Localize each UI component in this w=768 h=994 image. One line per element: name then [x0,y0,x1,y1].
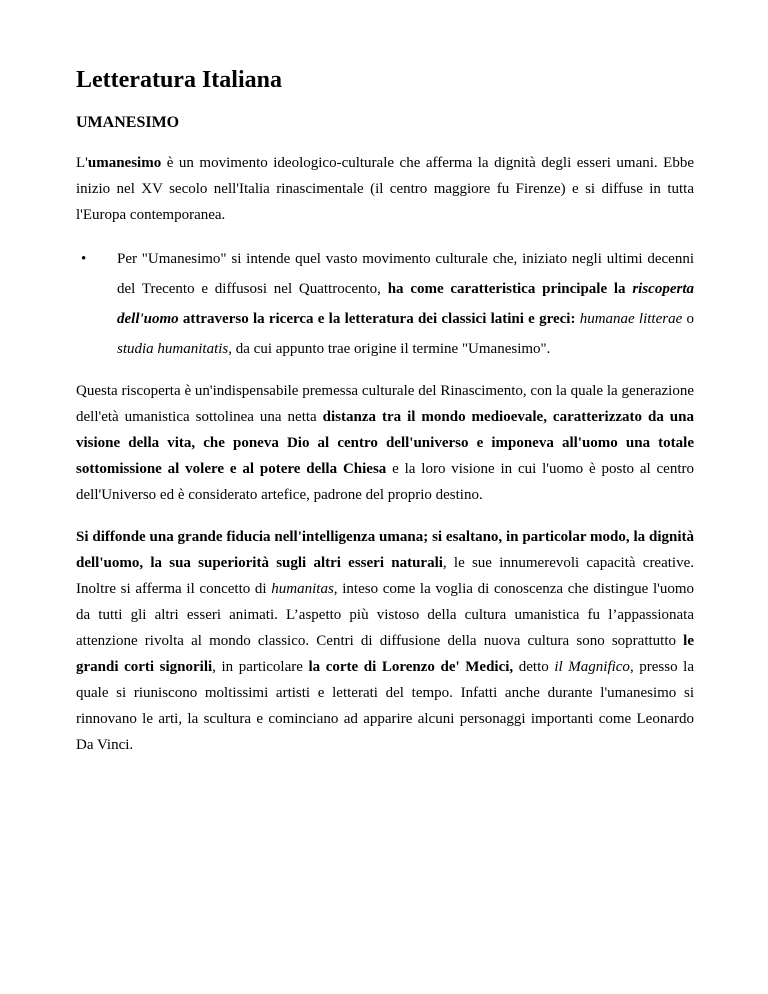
text-span: , inteso come la voglia di conoscenza che distingue l'uomo da tutti gli altri esseri animati. L’aspetto più vistoso della cultura umanistica fu l’appassionata attenzione rivolta al mondo classico. Centri di diffusione della nuova cultura sono soprattutto [76,581,694,649]
text-span: Per "Umanesimo" si intende quel vasto movimento culturale che, iniziato negli ultimi decenni del Trecento e diffusosi nel Quattrocento, [117,251,694,297]
paragraph-intro [76,150,694,228]
paragraph-riscoperta [76,378,694,508]
paragraph-fiducia [76,524,694,758]
text-span: , in particolare [212,659,309,675]
bold-italic-text: riscoperta dell'uomo [117,281,694,327]
section-heading: UMANESIMO [76,114,180,131]
list-item [76,244,694,364]
bold-text: ha come caratteristica principale la [387,281,633,297]
text-span: L' [76,155,88,171]
bullet-list [76,244,694,364]
italic-term: humanitas [271,581,334,597]
text-span: Questa riscoperta è un'indispensabile premessa culturale del Rinascimento, con la quale la generazione dell'età umanistica sottolinea una netta [76,383,694,425]
bold-term: umanesimo [87,155,162,171]
document-page [76,60,694,758]
italic-term: il Magnifico [554,659,630,675]
italic-term: humanae litterae [579,311,683,327]
bold-text: Si diffonde una grande fiducia nell'intelligenza umana; si esaltano, in particolar modo, la dignità dell'uomo, la sua superiorità sugli altri esseri naturali [76,529,694,571]
bold-text: attraverso la ricerca e la letteratura dei classici latini e greci: [178,311,576,327]
text-span: detto [513,659,555,675]
italic-term: studia humanitatis [117,341,229,357]
bullet-icon: • [81,251,87,267]
text-span: , da cui appunto trae origine il termine "Umanesimo". [228,341,551,357]
bold-text: le grandi corti signorili [76,633,694,675]
text-span: e la loro visione in cui l'uomo è posto al centro dell'Universo ed è considerato artefice, padrone del proprio destino. [76,461,694,503]
bold-text: la corte di Lorenzo de' Medici, [308,659,514,675]
bold-text: distanza tra il mondo medioevale, caratterizzato da una visione della vita, che poneva Dio al centro dell'universo e imponeva all'uomo una totale sottomissione al volere e al potere della Chiesa [76,409,694,477]
text-span: , le sue innumerevoli capacità creative. Inoltre si afferma il concetto di [76,555,694,597]
text-span: o [682,311,695,327]
text-span: , presso la quale si riuniscono moltissimi artisti e letterati del tempo. Infatti anche durante l'umanesimo si rinnovano le arti, la scultura e cominciano ad apparire alcuni personaggi importanti come Leonardo Da Vinci. [76,659,695,753]
document-title: Letteratura Italiana [76,67,282,93]
text-span: è un movimento ideologico-culturale che afferma la dignità degli esseri umani. Ebbe inizio nel XV secolo nell'Italia rinascimentale (il centro maggiore fu Firenze) e si diffuse in tutta l'Europa contemporanea. [76,155,694,223]
